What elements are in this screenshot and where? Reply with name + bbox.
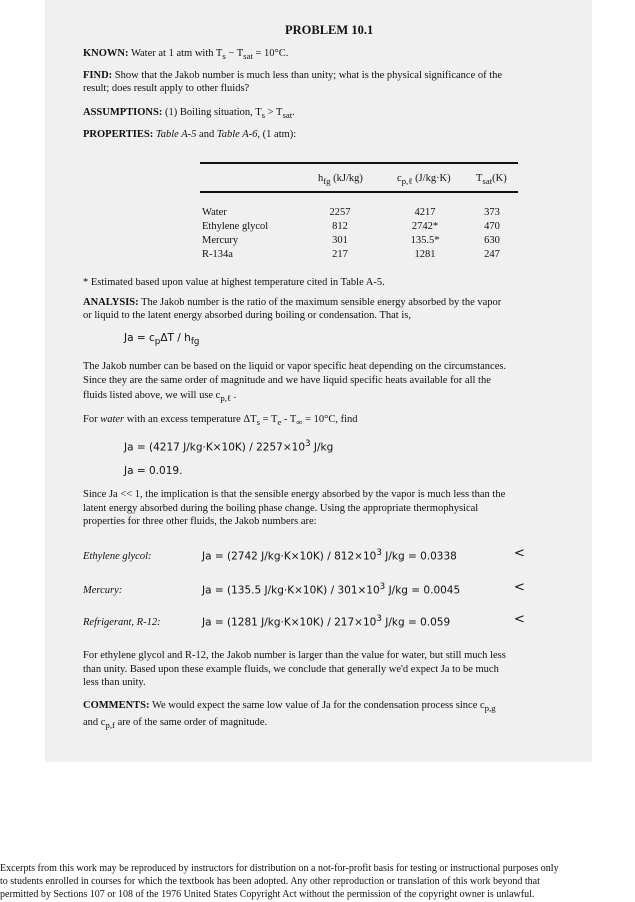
header-hfg xyxy=(318,172,363,188)
water-end: = 10°C, find xyxy=(302,414,358,425)
assumptions-sub1: s xyxy=(261,110,266,121)
table-cell: 630 xyxy=(484,235,500,246)
para4-line2: than unity. Based upon these example fluids, we conclude that generally we'd expect Ja to be much xyxy=(83,664,499,675)
mercury-exp: 3 xyxy=(379,582,386,592)
header-tsat-sub: sat xyxy=(482,176,493,187)
properties-table1: Table A-5 xyxy=(155,129,197,140)
known-text: Water at 1 atm with T xyxy=(130,48,223,59)
footnote: * Estimated based upon value at highest temperature cited in Table A-5. xyxy=(83,277,385,288)
para2-text3: fluids listed above, we will use c xyxy=(83,390,221,401)
table-cell: R-134a xyxy=(202,249,233,260)
comments-text1: We would expect the same low value of Ja for the condensation process since c xyxy=(151,700,485,711)
table-cell: 247 xyxy=(484,249,500,260)
table-cell: 470 xyxy=(484,221,500,232)
find-line1 xyxy=(83,69,502,82)
refrigerant-equation xyxy=(202,614,450,629)
water-result: Ja = 0.019. xyxy=(124,465,183,477)
header-cp-unit: (J/kg·K) xyxy=(412,173,451,184)
eq-water-text: Ja = (4217 J/kg·K×10K) / 2257×10 xyxy=(124,441,305,454)
refrigerant-exp: 3 xyxy=(376,614,382,624)
table-header-rule xyxy=(200,191,518,193)
water-s1: s xyxy=(256,417,260,428)
footer-line2: to students enrolled in courses for which the textbook has been adopted. Any other reproduction or translation of this work beyond that xyxy=(0,876,540,887)
find-label: FIND: xyxy=(83,70,113,81)
mercury-equation xyxy=(202,582,460,597)
properties-table2: Table A-6 xyxy=(216,129,258,140)
known-sub2: sat xyxy=(243,51,253,62)
header-hfg-unit: (kJ/kg) xyxy=(330,173,363,184)
assumptions-text: (1) Boiling situation, T xyxy=(164,107,262,118)
find-line2: result; does result apply to other fluids? xyxy=(83,83,250,94)
header-cp xyxy=(397,172,451,188)
para2-line3 xyxy=(83,389,236,405)
mercury-label xyxy=(83,584,122,597)
eq-ja-mid: ΔT / h xyxy=(160,332,191,344)
assumptions-line xyxy=(83,106,295,122)
comments-label: COMMENTS: xyxy=(83,700,150,711)
assumptions-end: . xyxy=(292,107,295,118)
refrigerant-mark: < xyxy=(514,612,525,627)
analysis-label: ANALYSIS: xyxy=(83,297,139,308)
table-top-rule xyxy=(200,162,518,164)
eq-water-end: J/kg xyxy=(310,441,334,454)
known-sub1: s xyxy=(222,51,226,62)
properties-line xyxy=(83,128,296,141)
header-hfg-sym: h xyxy=(318,173,324,184)
footer-line1: Excerpts from this work may be reproduced by instructors for distribution on a not-for-profit basis for testing or instructional purposes only xyxy=(0,863,559,874)
header-tsat-unit: (K) xyxy=(492,173,507,184)
table-cell: 812 xyxy=(332,221,348,232)
header-tsat xyxy=(476,172,507,188)
para2-end: . xyxy=(231,390,237,401)
jakob-equation xyxy=(124,332,199,347)
table-cell: Ethylene glycol xyxy=(202,221,269,232)
ethylene-label xyxy=(83,550,152,563)
water-s2: e xyxy=(277,417,282,428)
header-hfg-sub: fg xyxy=(323,176,331,187)
table-cell: 4217 xyxy=(414,207,436,218)
known-line xyxy=(83,47,288,63)
analysis-line1 xyxy=(83,296,501,309)
para2-sub: p,ℓ xyxy=(220,393,232,404)
assumptions-sub2: sat xyxy=(282,110,293,121)
para4-line1: For ethylene glycol and R-12, the Jakob number is larger than the value for water, but still much less xyxy=(83,650,506,661)
comments-text2b: are of the same order of magnitude. xyxy=(114,717,268,728)
ethylene-mark: < xyxy=(514,546,525,561)
water-minus: - T xyxy=(281,414,297,425)
comments-line1 xyxy=(83,699,496,715)
find-text1: Show that the Jakob number is much less than unity; what is the physical significance of the xyxy=(114,70,503,81)
water-pre: For xyxy=(83,414,101,425)
col-cp xyxy=(400,206,450,262)
refrigerant-end: J/kg = 0.059 xyxy=(381,616,451,629)
analysis-line2: or liquid to the latent energy absorbed during boiling or condensation. That is, xyxy=(83,310,411,321)
col-tsat xyxy=(472,206,512,262)
refrigerant-label xyxy=(83,616,161,629)
para2-line2: Since they are the same order of magnitude and we have liquid specific heats available for all the xyxy=(83,375,491,386)
water-equation xyxy=(124,439,333,454)
eq-water-exp: 3 xyxy=(305,439,311,449)
mercury-mark: < xyxy=(514,580,525,595)
water-fluid: water xyxy=(100,414,125,425)
water-eq: = T xyxy=(259,414,278,425)
table-cell: 1281 xyxy=(414,249,436,260)
mercury-end: J/kg = 0.0045 xyxy=(385,584,461,597)
table-cell: 2257 xyxy=(329,207,351,218)
table-cell: Mercury xyxy=(202,235,239,246)
header-cp-sub: p,ℓ xyxy=(401,176,413,187)
table-cell: Water xyxy=(202,207,227,218)
water-line xyxy=(83,413,358,429)
problem-title: PROBLEM 10.1 xyxy=(285,23,374,37)
footer-line3: permitted by Sections 107 or 108 of the 1976 United States Copyright Act without the permission of the copyright owner is unlawful. xyxy=(0,889,535,900)
comments-line2 xyxy=(83,716,267,732)
ethylene-end: J/kg = 0.0338 xyxy=(381,550,457,563)
para3-line3: properties for three other fluids, the Jakob numbers are: xyxy=(83,516,317,527)
properties-label: PROPERTIES: xyxy=(83,129,154,140)
eq-ja-lhs: Ja = c xyxy=(124,332,155,344)
ethylene-exp: 3 xyxy=(376,548,382,558)
col-hfg xyxy=(315,206,365,262)
table-cell: 373 xyxy=(484,207,500,218)
ethylene-equation xyxy=(202,548,457,563)
table-cell: 2742* xyxy=(411,221,439,232)
para4-line3: less than unity. xyxy=(83,677,146,688)
refrigerant-eq: Ja = (1281 J/kg·K×10K) / 217×10 xyxy=(202,616,377,629)
table-cell: 217 xyxy=(332,249,348,260)
analysis-text1: The Jakob number is the ratio of the maximum sensible energy absorbed by the vapor xyxy=(141,297,502,308)
water-mid: with an excess temperature ΔT xyxy=(124,414,257,425)
known-label: KNOWN: xyxy=(83,48,129,59)
mercury-eq: Ja = (135.5 J/kg·K×10K) / 301×10 xyxy=(202,584,380,597)
water-s3: ∞ xyxy=(296,417,303,428)
header-tsat-sym: T xyxy=(476,173,483,184)
header-cp-sym: c xyxy=(397,173,402,184)
comments-sub2: p,f xyxy=(105,720,115,731)
comments-sub1: p,g xyxy=(484,703,496,714)
assumptions-label: ASSUMPTIONS: xyxy=(83,107,163,118)
para3-line2: latent energy absorbed during the boiling phase change. Using the appropriate thermophysical xyxy=(83,503,479,514)
properties-and: and xyxy=(196,129,217,140)
para2-line1: The Jakob number can be based on the liquid or vapor specific heat depending on the circumstances. xyxy=(83,361,507,372)
ethylene-name: Ethylene glycol: xyxy=(83,551,152,562)
mercury-name: Mercury: xyxy=(83,585,123,596)
table-cell: 135.5* xyxy=(410,235,440,246)
copyright-footer xyxy=(0,862,635,901)
eq-ja-sub: p xyxy=(154,337,161,348)
eq-ja-sub2: fg xyxy=(190,337,200,348)
assumptions-gt: > T xyxy=(265,107,283,118)
refrigerant-name: Refrigerant, R-12: xyxy=(83,617,161,628)
properties-tail: , (1 atm): xyxy=(257,129,297,140)
known-mid: − T xyxy=(225,48,244,59)
ethylene-eq: Ja = (2742 J/kg·K×10K) / 812×10 xyxy=(202,550,377,563)
table-cell: 301 xyxy=(332,235,348,246)
comments-text2a: and c xyxy=(83,717,106,728)
col-fluid xyxy=(202,206,268,262)
para3-line1: Since Ja << 1, the implication is that the sensible energy absorbed by the vapor is much less than the xyxy=(83,489,506,500)
known-tail: = 10°C. xyxy=(252,48,289,59)
